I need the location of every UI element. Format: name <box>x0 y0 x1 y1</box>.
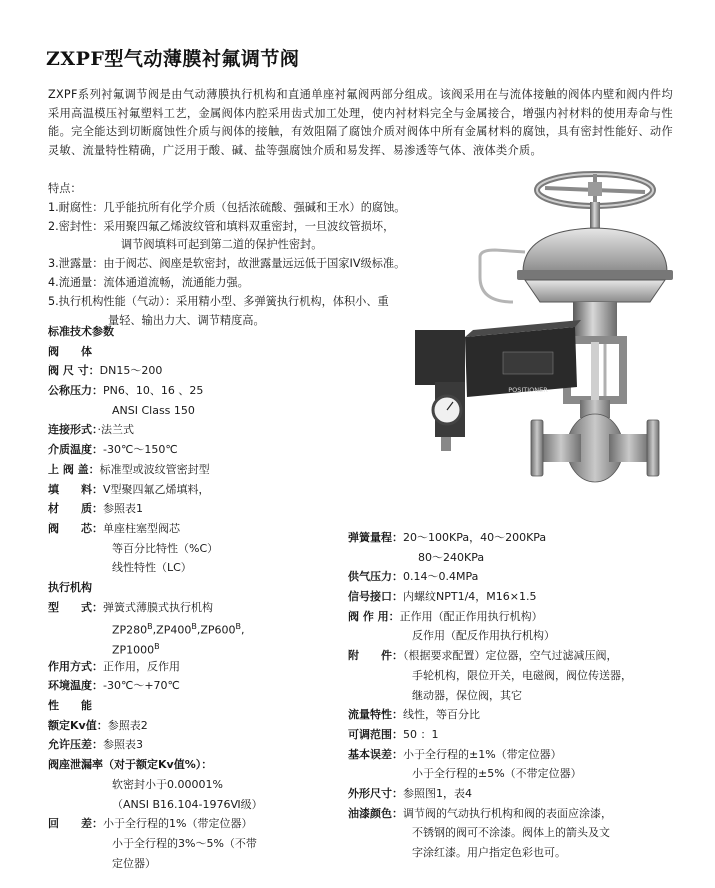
model-suffix: B <box>147 622 153 632</box>
spec-value: 小于全行程的±5%（不带定位器） <box>412 767 582 781</box>
spec-value: （ANSI B16.104-1976Ⅵ级） <box>112 797 263 811</box>
spec-value: 软密封小于0.00001% <box>112 777 223 791</box>
spec-label: 介质温度： <box>48 443 103 457</box>
spec-label: 信号接口： <box>348 590 403 604</box>
spec-value: 等百分比特性（%C） <box>112 541 219 555</box>
feature-line: 调节阀填料可起到第二道的保护性密封。 <box>121 238 323 252</box>
model-name: ZP600 <box>200 623 236 637</box>
model-suffix: B <box>191 622 197 632</box>
spec-label: 弹簧量程： <box>348 531 403 544</box>
spec-label: 附 件： <box>348 649 403 663</box>
feature-line: 量轻、输出力大、调节精度高。 <box>108 313 265 327</box>
spec-value: 参照表2 <box>107 718 148 732</box>
performance-heading: 性 能 <box>48 699 92 713</box>
spec-label: 允许压差： <box>48 738 103 752</box>
model-name: ZP1000 <box>112 643 155 657</box>
spec-heading: 标准技术参数 <box>48 325 114 338</box>
spec-label: 阀 作 用： <box>348 609 400 623</box>
spec-label: 基本误差： <box>348 747 403 761</box>
spec-column-right <box>348 528 632 863</box>
spec-value: 线性特性（LC） <box>112 561 192 575</box>
spec-value: 正作用（配正作用执行机构） <box>399 609 543 623</box>
model-name: ZP400 <box>156 623 192 637</box>
spec-label: 阀座泄漏率（对于额定Kv值%）： <box>48 758 213 772</box>
spec-value: 参照图1，表4 <box>403 786 472 800</box>
spec-label: 阀 尺 寸： <box>48 364 100 378</box>
spec-label: 阀 芯： <box>48 521 103 535</box>
feature-line: 4.流通量：流体通道流畅，流通能力强。 <box>48 275 249 289</box>
spec-label: 流量特性： <box>348 708 403 722</box>
spec-value: 参照表1 <box>103 502 143 516</box>
spec-value: 线性，等百分比 <box>403 708 480 722</box>
spec-label: 填 料： <box>48 482 103 496</box>
spec-value: 标准型或波纹管密封型 <box>99 462 210 476</box>
spec-column-left: 标准技术参数 阀 体 阀 尺 寸：DN15～200 公称压力：PN6、10、16 、25 ANSI Class 150 连接形式：·法兰式 介质温度：-30℃～150℃ 上 阀 盖：标准型或波纹管密封型 填 料：V型聚四氟乙烯填料， 材 质：参照表1 阀 芯：单座柱塞型阀芯 等百分比特性（%C） 线性特性（LC） 执行机构 型 式：弹簧式薄膜式执行机构 $ZP280^B,ZP400^B,ZP600^B$, $ZP1000^B$ 作用方式：正作用，反作用 环境温度：-30℃～+70℃ 性 能 额定Kv值：参照表2 允许压差：参照表3 阀座泄漏率（对于额定Kv值%）： 软密封小于0.00001% （ANSI B16.104-1976Ⅵ级） 回 差：小于全行程的1%（带定位器） 小于全行程的3%～5%（不带 定位器） <box>48 322 263 873</box>
actuator-heading: 执行机构 <box>48 580 92 594</box>
spec-value: 继动器，保位阀，其它 <box>412 688 522 702</box>
spec-value: 弹簧式薄膜式执行机构 <box>103 600 213 614</box>
feature-line: 1.耐腐性：几乎能抗所有化学介质（包括浓硫酸、强碱和王水）的腐蚀。 <box>48 200 406 214</box>
spec-label: 环境温度： <box>48 679 103 693</box>
spec-value: 正作用，反作用 <box>103 659 180 673</box>
spec-label: 上 阀 盖： <box>48 462 100 476</box>
valve-body <box>531 400 659 482</box>
handwheel-icon <box>537 174 653 232</box>
spec-value: ·法兰式 <box>97 423 134 437</box>
spec-value: 反作用（配反作用执行机构） <box>412 629 555 643</box>
spec-value: 小于全行程的1%（带定位器） <box>103 817 253 831</box>
spec-label: 可调范围： <box>348 727 403 741</box>
positioner-label: POSITIONER <box>508 386 548 394</box>
spec-value: 内螺纹NPT1/4，M16×1.5 <box>403 590 537 604</box>
model-name: ZP280 <box>112 623 148 637</box>
spec-value: 字涂红漆。用户指定色彩也可。 <box>412 846 566 859</box>
model-suffix: B <box>154 642 160 651</box>
control-valve-illustration <box>395 152 695 497</box>
spec-value: 小于全行程的±1%（带定位器） <box>403 747 562 761</box>
intro-paragraph: ZXPF系列衬氟调节阀是由气动薄膜执行机构和直通单座衬氟阀两部分组成。该阀采用在与流体接触的阀体内壁和阀内件均采用高温模压衬氟塑料工艺，金属阀体内腔采用齿式加工处理，使内衬材料完全与金属接合，增强内衬材料的使用寿命与性能。完全能达到切断腐蚀性介质与阀体的接触，有效阻隔了腐蚀介质对阀体中所有金属材料的腐蚀，具有密封性能好、动作灵敏、流量特性精确，广泛用于酸、碱、盐等强腐蚀介质和易发挥、易渗透等气体、液体类介质。 <box>48 88 673 157</box>
spec-label: 供气压力： <box>348 570 403 584</box>
spec-value: -30℃～+70℃ <box>103 679 180 693</box>
spec-value: 单座柱塞型阀芯 <box>103 521 180 535</box>
spec-value: （根据要求配置）定位器，空气过滤减压阀， <box>403 649 618 663</box>
spec-label: 油漆颜色： <box>348 806 403 820</box>
spec-value: 50 ：1 <box>403 727 439 741</box>
model-suffix: B <box>235 622 242 632</box>
spec-label: 材 质： <box>48 502 103 516</box>
feature-line: 2.密封性：采用聚四氟乙烯波纹管和填料双重密封，一旦波纹管损坏， <box>48 219 395 233</box>
spec-value: 调节阀的气动执行机构和阀的表面应涂漆， <box>403 806 612 820</box>
spec-value: PN6、10、16 、25 <box>103 384 204 398</box>
spec-value: 20～100KPa，40～200KPa <box>403 531 547 544</box>
spec-value: 参照表3 <box>103 738 143 752</box>
spec-label: 外形尺寸： <box>348 786 403 800</box>
page-title: ZXPF型气动薄膜衬氟调节阀 <box>46 48 300 70</box>
valve-body-heading: 阀 体 <box>48 344 92 358</box>
features-heading: 特点： <box>48 182 82 195</box>
spec-value: 80～240KPa <box>418 550 485 564</box>
spec-label: 回 差： <box>48 817 103 831</box>
spec-label: 额定Kv值： <box>48 718 108 732</box>
pressure-gauge-icon <box>433 396 461 424</box>
spec-value: 小于全行程的3%～5%（不带 <box>112 836 257 850</box>
feature-line: 3.泄露量：由于阀芯、阀座是软密封，故泄露量远远低于国家IV级标准。 <box>48 257 406 271</box>
features-list <box>48 180 406 330</box>
spec-value: 不锈钢的阀可不涂漆。阀体上的箭头及文 <box>412 826 610 840</box>
spec-value: ANSI Class 150 <box>112 403 195 417</box>
spec-label: 公称压力： <box>48 384 103 398</box>
spec-label: 连接形式： <box>48 423 98 437</box>
spec-label: 型 式： <box>48 600 103 614</box>
feature-line: 5.执行机构性能（气动）：采用精小型、多弹簧执行机构，体积小、重 <box>48 294 389 308</box>
spec-value: 手轮机构，限位开关，电磁阀，阀位传送器， <box>412 668 632 682</box>
spec-value: V型聚四氟乙烯填料， <box>103 482 210 496</box>
spec-value: DN15～200 <box>99 364 163 378</box>
positioner-box <box>465 320 581 397</box>
spec-label: 作用方式： <box>48 659 103 673</box>
spec-value: 定位器） <box>112 856 156 870</box>
spec-value: 0.14～0.4MPa <box>403 570 479 584</box>
spec-value: -30℃～150℃ <box>103 443 178 457</box>
